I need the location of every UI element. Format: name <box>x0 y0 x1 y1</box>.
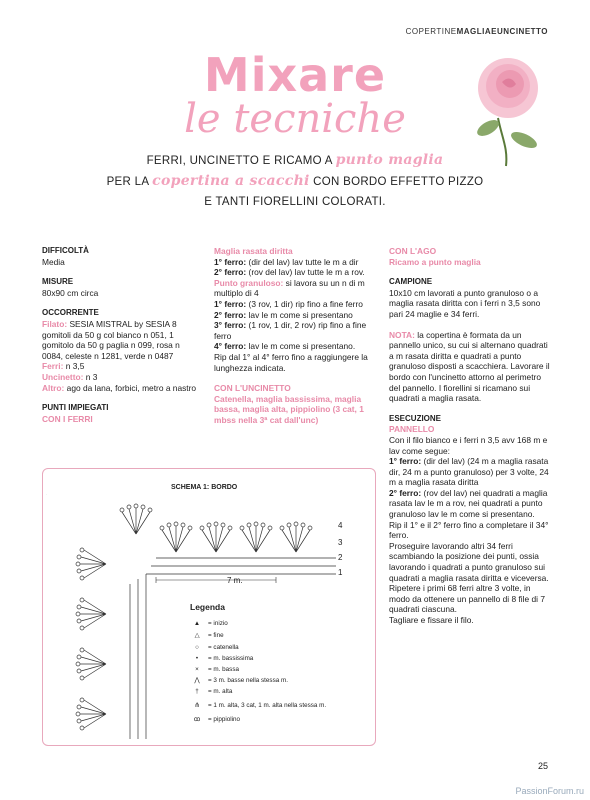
size-value: 80x90 cm circa <box>42 287 99 298</box>
section-header <box>406 27 548 36</box>
hook: Uncinetto: n 3 <box>42 371 98 382</box>
watermark: PassionForum.ru <box>515 786 584 796</box>
page-number: 25 <box>537 761 548 771</box>
column-materials <box>42 246 202 424</box>
legend-item: △ = fine <box>194 632 224 639</box>
row-number: 1 <box>338 568 343 577</box>
legend-item: ○ = catenella <box>195 644 239 651</box>
subtitle: FERRI, UNCINETTO E RICAMO A punto maglia PER LA copertina a scacchi CON BORDO EFFETTO PIZZO E TANTI FIORELLINI COLORATI. <box>106 152 484 208</box>
stitches-heading: PUNTI IMPIEGATI <box>42 403 109 413</box>
supplies-heading: OCCORRENTE <box>42 308 99 318</box>
title-line-2: le tecniche <box>184 96 406 142</box>
stitch-span-label: 7 m. <box>227 576 243 585</box>
knitting-heading: CON I FERRI <box>42 413 93 424</box>
magazine-name: MAGLIAEUNCINETTO <box>456 27 548 36</box>
gauge-heading: CAMPIONE <box>389 277 433 287</box>
column-instructions: CON L'AGO Ricamo a punto maglia CAMPIONE 10x10 cm lavorati a punto granuloso o a maglia rasata diritta con i ferri n 3,5 sono pari 24 maglie e 34 ferri. NOTA: la copertina è formata da un pannello unico, su cui si alternano quadrati a m rasata diritta e quadrati a punto granuloso disposti a scacchiera. Lavorare il bordo con l'uncinetto attorno al perimetro del pannello. I fiorellini si ricamano sui quadrati a maglia rasata. ESECUZIONE PANNELLO Con il filo bianco e i ferri n 3,5 avv 168 m e lav come segue: 1° ferro: (dir del lav) (24 m a maglia rasata dir, 24 m a punto granuloso) per 3 volte, 24 m a maglia rasata diritta 2° ferro: (rov del lav) nei quadrati a maglia rasata lav le m a rov, nei quadrati a punto granuloso lav le m come si presentano. Rip il 1° e il 2° ferro fino a completare il 34° ferro. Proseguire lavorando altri 34 ferri scambiando la posizione dei punti, ossia lavorando i quadrati a punto granuloso sui quadrati a maglia rasata diritta e viceversa. Ripetere i primi 68 ferri altre 3 volte, in modo da ottenere un pannello di 8 file di 7 quadrati ciascuna. Tagliare e fissare il filo. <box>389 246 550 625</box>
legend-item: × = m. bassa <box>195 666 239 673</box>
legend-item: ⋀ = 3 m. basse nella stessa m. <box>194 677 288 684</box>
legend-item: ▲ = inizio <box>193 620 228 627</box>
crochet-heading: CON L'UNCINETTO <box>214 383 291 394</box>
panel-heading: PANNELLO <box>389 424 435 435</box>
row-number: 3 <box>338 538 343 547</box>
row-number: 4 <box>338 521 343 530</box>
row-number: 2 <box>338 553 343 562</box>
column-stitches: Maglia rasata diritta 1° ferro: (dir del lav) lav tutte le m a dir 2° ferro: (rov del lav) lav tutte le m a rov. Punto granuloso: si lavora su un n di m multiplo di 4 1° ferro: (3 rov, 1 dir) rip fino a fine ferro 2° ferro: lav le m come si presentano 3° ferro: (1 rov, 1 dir, 2 rov) rip fino a fine ferro 4° ferro: lav le m come si presentano. Rip dal 1° al 4° ferro fino a raggiungere la lunghezza indicata. CON L'UNCINETTO Catenella, maglia bassissima, maglia bassa, maglia alta, pippiolino (3 cat, 1 mbss nella 3ª cat dall'unc) <box>214 246 376 426</box>
size-heading: MISURE <box>42 277 74 287</box>
needles: Ferri: n 3,5 <box>42 361 85 372</box>
title-line-1: Mixare <box>203 48 387 102</box>
execution-heading: ESECUZIONE <box>389 413 442 423</box>
legend-item: ⋔ = 1 m. alta, 3 cat, 1 m. alta nella stessa m. <box>194 702 327 709</box>
legend-item: ꝏ = pippiolino <box>193 716 241 723</box>
legend-item: • = m. bassissima <box>195 655 254 662</box>
yarn: Filato: SESIA MISTRAL by SESIA 8 gomitoli da 50 g col bianco n 051, 1 gomitolo da 50 g paglia n 099, rosa n 0084, celeste n 1281, verde n 0487 <box>42 318 180 361</box>
difficulty-value: Media <box>42 256 65 267</box>
legend-item: † = m. alta <box>195 688 233 695</box>
crochet-stitches: Catenella, maglia bassissima, maglia bassa, maglia alta, pippiolino (3 cat, 1 mbss nella 3ª cat dall'unc) <box>214 393 364 425</box>
section-name: COPERTINE <box>405 27 457 36</box>
legend-title: Legenda <box>190 602 225 612</box>
difficulty-heading: DIFFICOLTÀ <box>42 246 89 255</box>
needle-heading: CON L'AGO <box>389 246 437 256</box>
other-supplies: Altro: ago da lana, forbici, metro a nastro <box>42 382 197 393</box>
schema-title: SCHEMA 1: BORDO <box>171 484 238 491</box>
stockinette-heading: Maglia rasata diritta <box>214 246 293 256</box>
